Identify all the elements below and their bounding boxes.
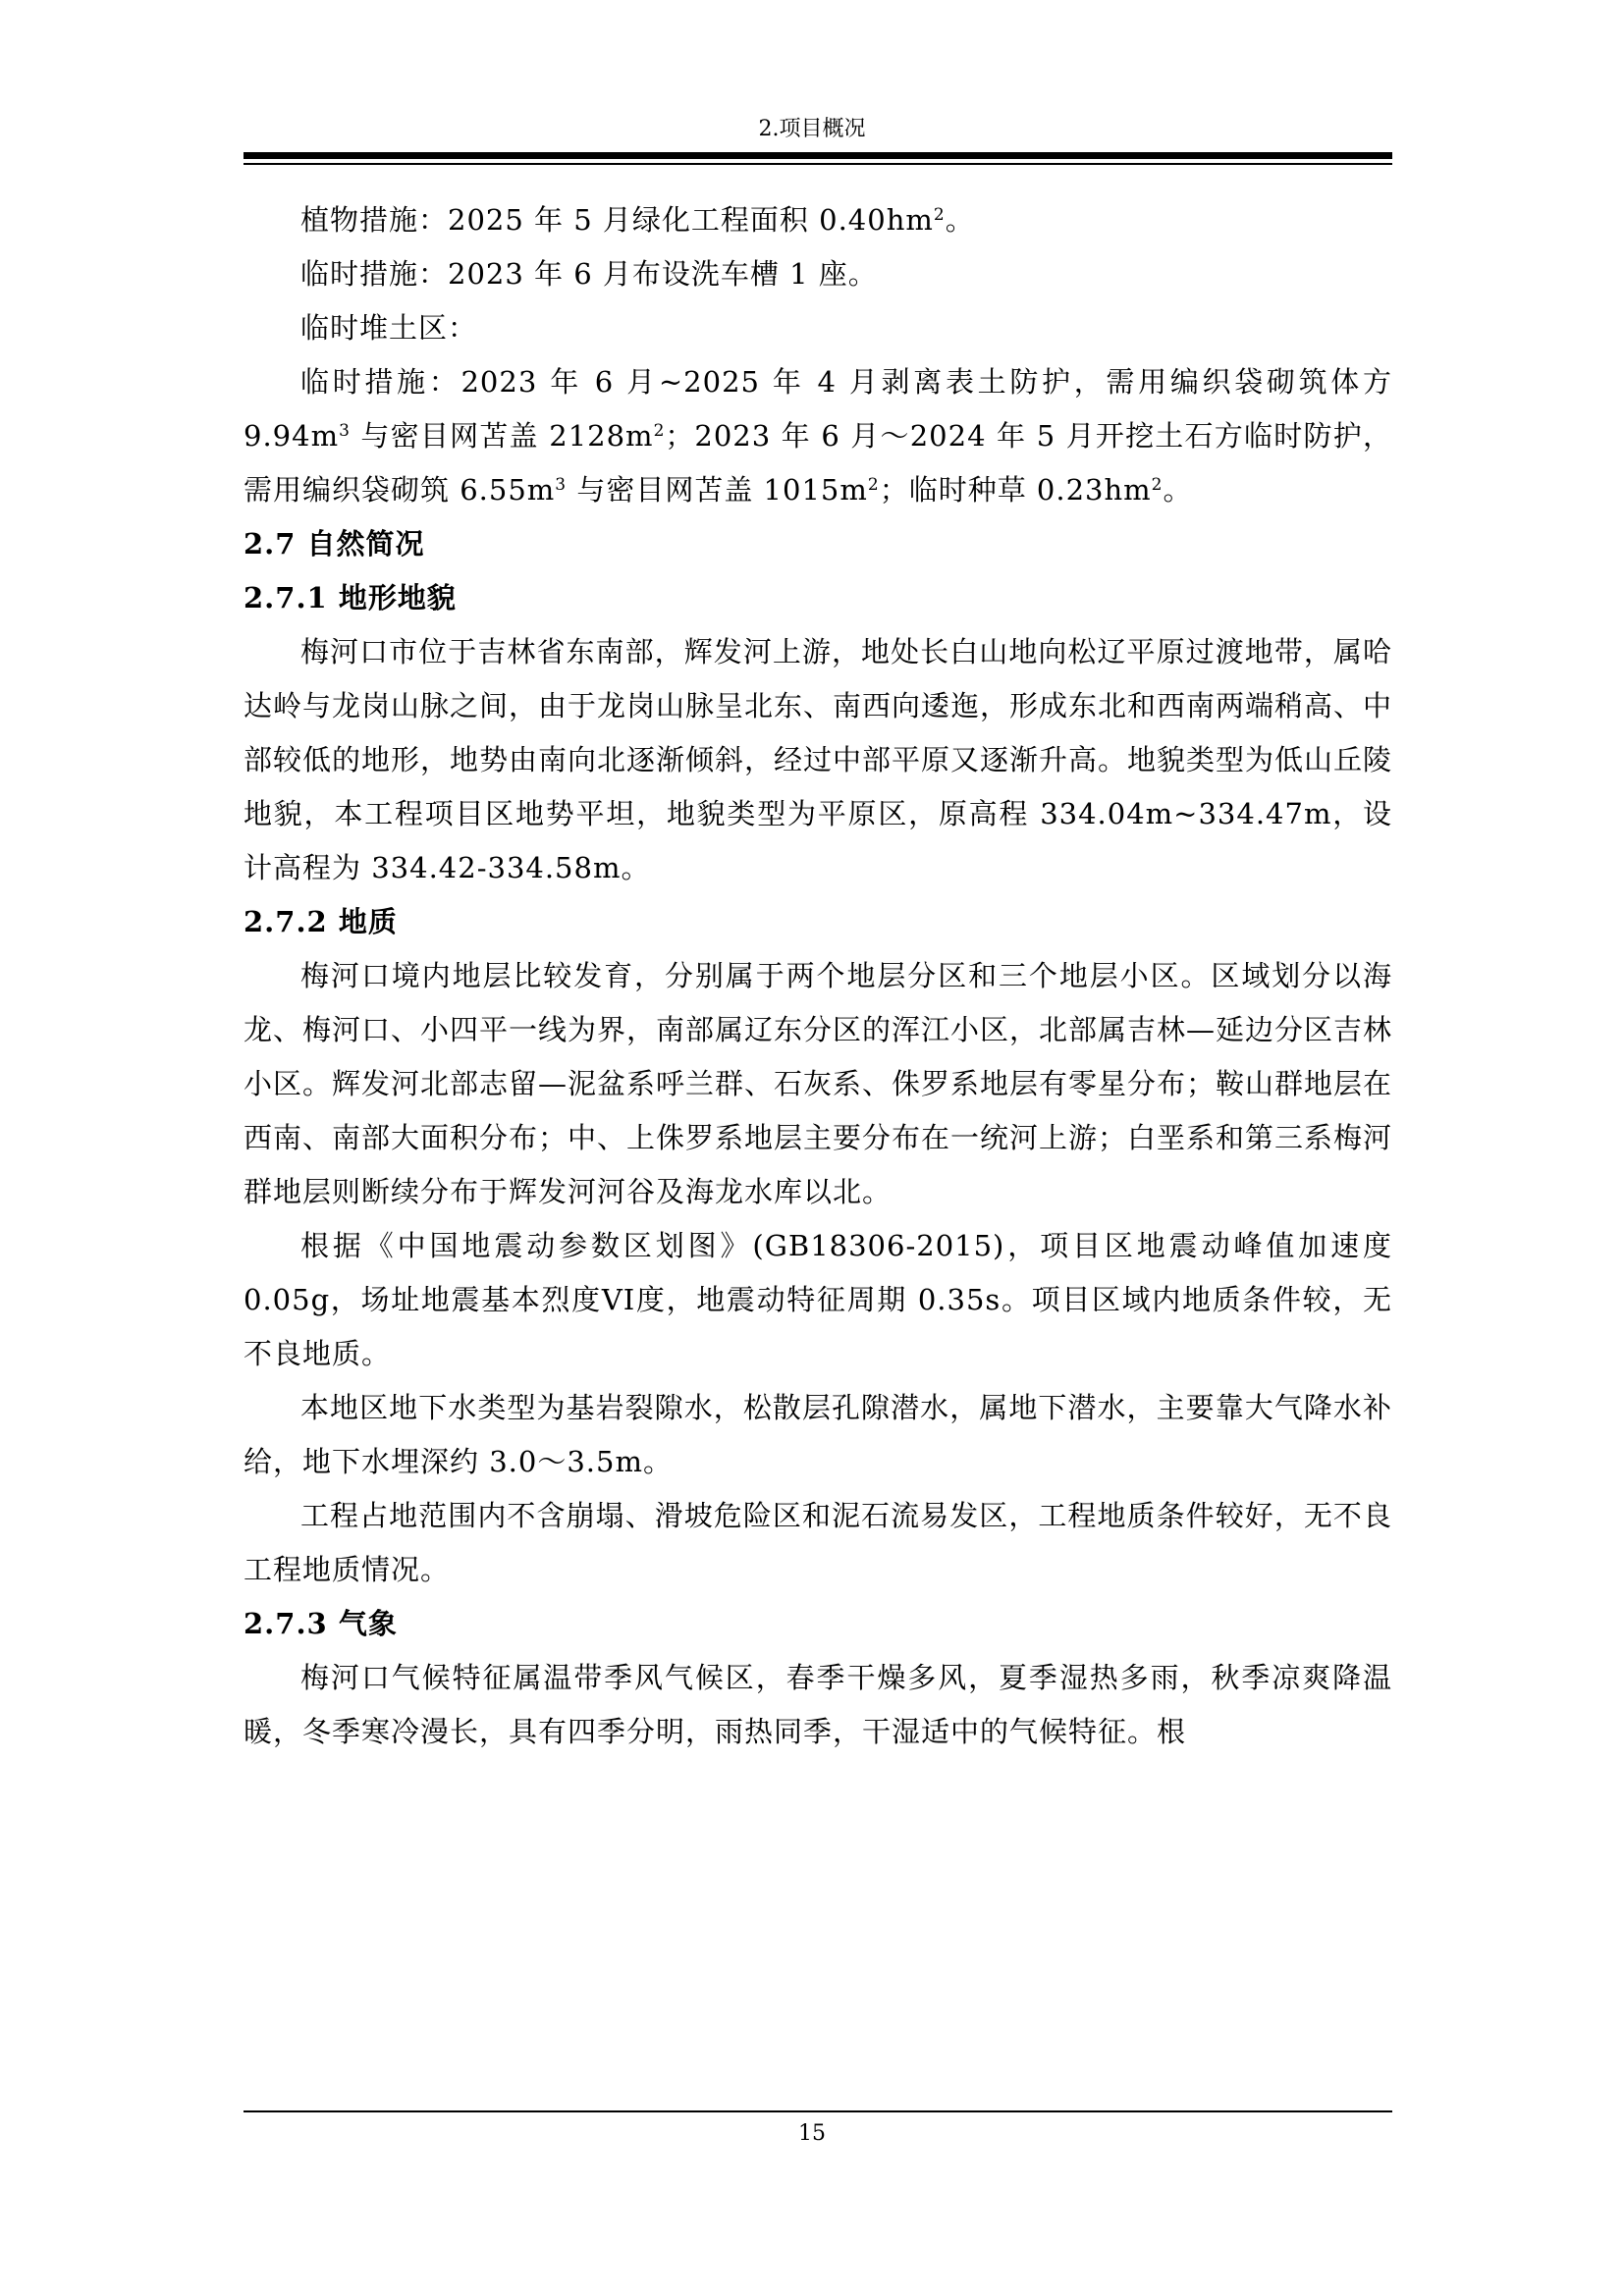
section-heading-2-7-3: 2.7.3 气象 <box>244 1607 398 1640</box>
section-heading-2-7-1: 2.7.1 地形地貌 <box>244 581 457 614</box>
paragraph-engineering-geology: 工程占地范围内不含崩塌、滑坡危险区和泥石流易发区，工程地质条件较好，无不良工程地质情况。 <box>244 1499 1392 1586</box>
superscript: 3 <box>555 475 568 495</box>
text-run: ；2023 年 6 月～2024 年 5 月开挖土石方临时防护，需用编织袋砌筑 6.55m <box>244 419 1392 507</box>
text-run: ；临时种草 0.23hm <box>879 473 1152 507</box>
paragraph-temporary-stockpile: 临时堆土区： <box>300 311 478 345</box>
paragraph-climate: 梅河口气候特征属温带季风气候区，春季干燥多风，夏季湿热多雨，秋季凉爽降温暖，冬季寒冷漫长，具有四季分明，雨热同季，干湿适中的气候特征。根 <box>244 1661 1392 1748</box>
paragraph-geology-seismic: 根据《中国地震动参数区划图》(GB18306-2015)，项目区地震动峰值加速度 0.05g，场址地震基本烈度VI度，地震动特征周期 0.35s。项目区域内地质条件较，无不良地质。 <box>244 1229 1392 1370</box>
header-rule-thick <box>244 152 1392 159</box>
paragraph-geology-strata: 梅河口境内地层比较发育，分别属于两个地层分区和三个地层小区。区域划分以海龙、梅河口、小四平一线为界，南部属辽东分区的浑江小区，北部属吉林—延边分区吉林小区。辉发河北部志留—泥盆系呼兰群、石灰系、侏罗系地层有零星分布；鞍山群地层在西南、南部大面积分布；中、上侏罗系地层主要分布在一统河上游；白垩系和第三系梅河群地层则断续分布于辉发河河谷及海龙水库以北。 <box>244 959 1393 1208</box>
text-run: 。 <box>945 203 975 237</box>
paragraph-groundwater: 本地区地下水类型为基岩裂隙水，松散层孔隙潜水，属地下潜水，主要靠大气降水补给，地下水埋深约 3.0～3.5m。 <box>244 1391 1392 1478</box>
page-number: 15 <box>798 2121 826 2146</box>
footer-rule <box>244 2110 1392 2112</box>
text-run: 临时措施：2023 年 6 月~2025 年 4 月剥离表土防护，需用编织袋砌筑体方 9.94m <box>244 365 1392 453</box>
text-run: 与密目网苫盖 2128m <box>350 419 654 453</box>
text-run: 。 <box>1163 473 1193 507</box>
paragraph-plant-measures <box>244 193 1392 247</box>
header-rule-thin <box>244 163 1392 165</box>
section-heading-2-7: 2.7 自然简况 <box>244 527 425 561</box>
superscript: 2 <box>653 421 666 441</box>
superscript: 2 <box>867 475 880 495</box>
superscript: 2 <box>1151 475 1164 495</box>
running-header: 2.项目概况 <box>758 117 866 141</box>
superscript: 3 <box>339 421 351 441</box>
text-run: 植物措施：2025 年 5 月绿化工程面积 0.40hm <box>300 203 934 237</box>
text-run: 与密目网苫盖 1015m <box>567 473 868 507</box>
paragraph-temporary-measures: 临时措施：2023 年 6 月布设洗车槽 1 座。 <box>300 257 878 291</box>
paragraph-stockpile-measures <box>244 355 1392 517</box>
superscript: 2 <box>933 205 946 225</box>
section-heading-2-7-2: 2.7.2 地质 <box>244 905 398 938</box>
paragraph-terrain: 梅河口市位于吉林省东南部，辉发河上游，地处长白山地向松辽平原过渡地带，属哈达岭与龙岗山脉之间，由于龙岗山脉呈北东、南西向逶迤，形成东北和西南两端稍高、中部较低的地形，地势由南向北逐渐倾斜，经过中部平原又逐渐升高。地貌类型为低山丘陵地貌，本工程项目区地势平坦，地貌类型为平原区，原高程 334.04m~334.47m，设计高程为 334.42-334.58m。 <box>244 635 1393 884</box>
page-body <box>244 193 1392 1759</box>
